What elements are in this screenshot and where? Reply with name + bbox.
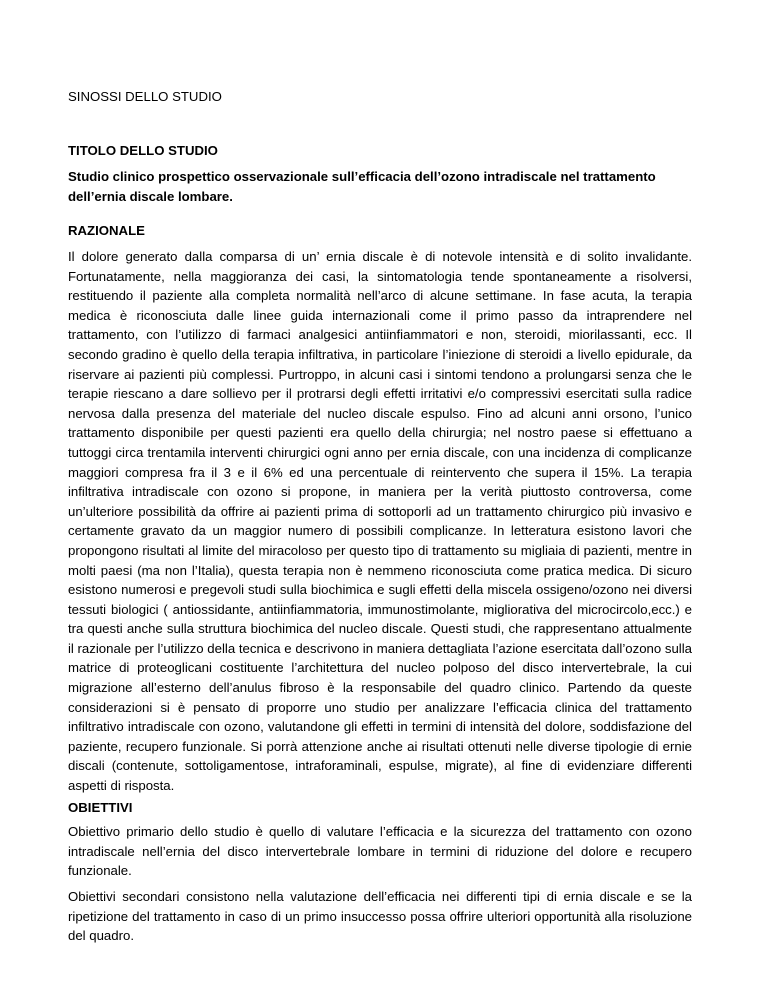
study-title: Studio clinico prospettico osservazionale sull’efficacia dell’ozono intradiscale nel trattamento dell’ernia discale lombare. (68, 169, 656, 204)
obiettivi-primary-paragraph: Obiettivo primario dello studio è quello di valutare l’efficacia e la sicurezza del trattamento con ozono intradiscale nell’ernia del disco intervertebrale lombare in termini di riduzione del dolore e recupero funzionale. (68, 824, 692, 879)
section-heading-razionale: RAZIONALE (68, 223, 145, 238)
obiettivi-secondary-paragraph: Obiettivi secondari consistono nella valutazione dell’efficacia nei differenti tipi di ernia discale e se la ripetizione del trattamento in caso di un primo insuccesso possa offrire ulteriori opportunità alla risoluzione del quadro. (68, 889, 692, 944)
document-header: SINOSSI DELLO STUDIO (68, 89, 222, 104)
section-heading-obiettivi: OBIETTIVI (68, 800, 133, 815)
section-heading-titolo: TITOLO DELLO STUDIO (68, 143, 218, 158)
razionale-paragraph: Il dolore generato dalla comparsa di un’ ernia discale è di notevole intensità e di solito invalidante. Fortunatamente, nella maggioranza dei casi, la sintomatologia tende spontaneamente a risolversi, restituendo il paziente alla completa normalità nell’arco di alcune settimane. In fase acuta, la terapia medica è riconosciuta dalle linee guida internazionali come il primo passo da intraprendere nel trattamento, con l’utilizzo di farmaci analgesici antiinfiammatori e non, steroidi, miorilassanti, ecc. Il secondo gradino è quello della terapia infiltrativa, in particolare l’iniezione di steroidi a livello epidurale, da riservare ai pazienti più complessi. Purtroppo, in alcuni casi i sintomi tendono a prolungarsi senza che le terapie riescano a dare sollievo per il protrarsi degli effetti irritativi e/o compressivi esercitati sulla radice nervosa dalla presenza del materiale del nucleo discale espulso. Fino ad alcuni anni orsono, l’unico trattamento disponibile per questi pazienti era quello della chirurgia; nel nostro paese si effettuano a tuttoggi circa trentamila interventi chirurgici ogni anno per ernia discale, con una incidenza di complicanze maggiori compresa fra il 3 e il 6% ed una percentuale di reintervento che supera il 15%. La terapia infiltrativa intradiscale con ozono si propone, in maniera per la verità piuttosto controversa, come un’ulteriore possibilità da offrire ai pazienti prima di sottoporli ad un trattamento chirurgico più invasivo e certamente gravato da un maggior numero di possibili complicanze. In letteratura esistono lavori che propongono risultati al limite del miracoloso per questo tipo di trattamento su migliaia di pazienti, mentre in molti paesi (ma non l’Italia), questa terapia non è nemmeno riconosciuta come pratica medica. Di sicuro esistono numerosi e pregevoli studi sulla biochimica e sugli effetti della miscela ossigeno/ozono nei diversi tessuti biologici ( antiossidante, antiinfiammatoria, immunostimolante, migliorativa del microcircolo,ecc.) e tra questi anche sulla struttura biochimica del nucleo discale. Questi studi, che rappresentano attualmente il razionale per l’utilizzo della tecnica e descrivono in maniera dettagliata l’azione esercitata dall’ozono sulla matrice di proteoglicani costituente l’architettura del nucleo polposo del disco intervertebrale, la cui migrazione all’esterno dell’anulus fibroso è la responsabile del quadro clinico. Partendo da queste considerazioni si è pensato di proporre uno studio per analizzare l’efficacia clinica del trattamento infiltrativo intradiscale con ozono, valutandone gli effetti in termini di intensità del dolore, soddisfazione del paziente, recupero funzionale. Si porrà attenzione anche ai risultati ottenuti nelle diverse tipologie di ernie discali (contenute, sottoligamentose, intraforaminali, espulse, migrate), al fine di evidenziare differenti aspetti di risposta. (68, 249, 692, 794)
